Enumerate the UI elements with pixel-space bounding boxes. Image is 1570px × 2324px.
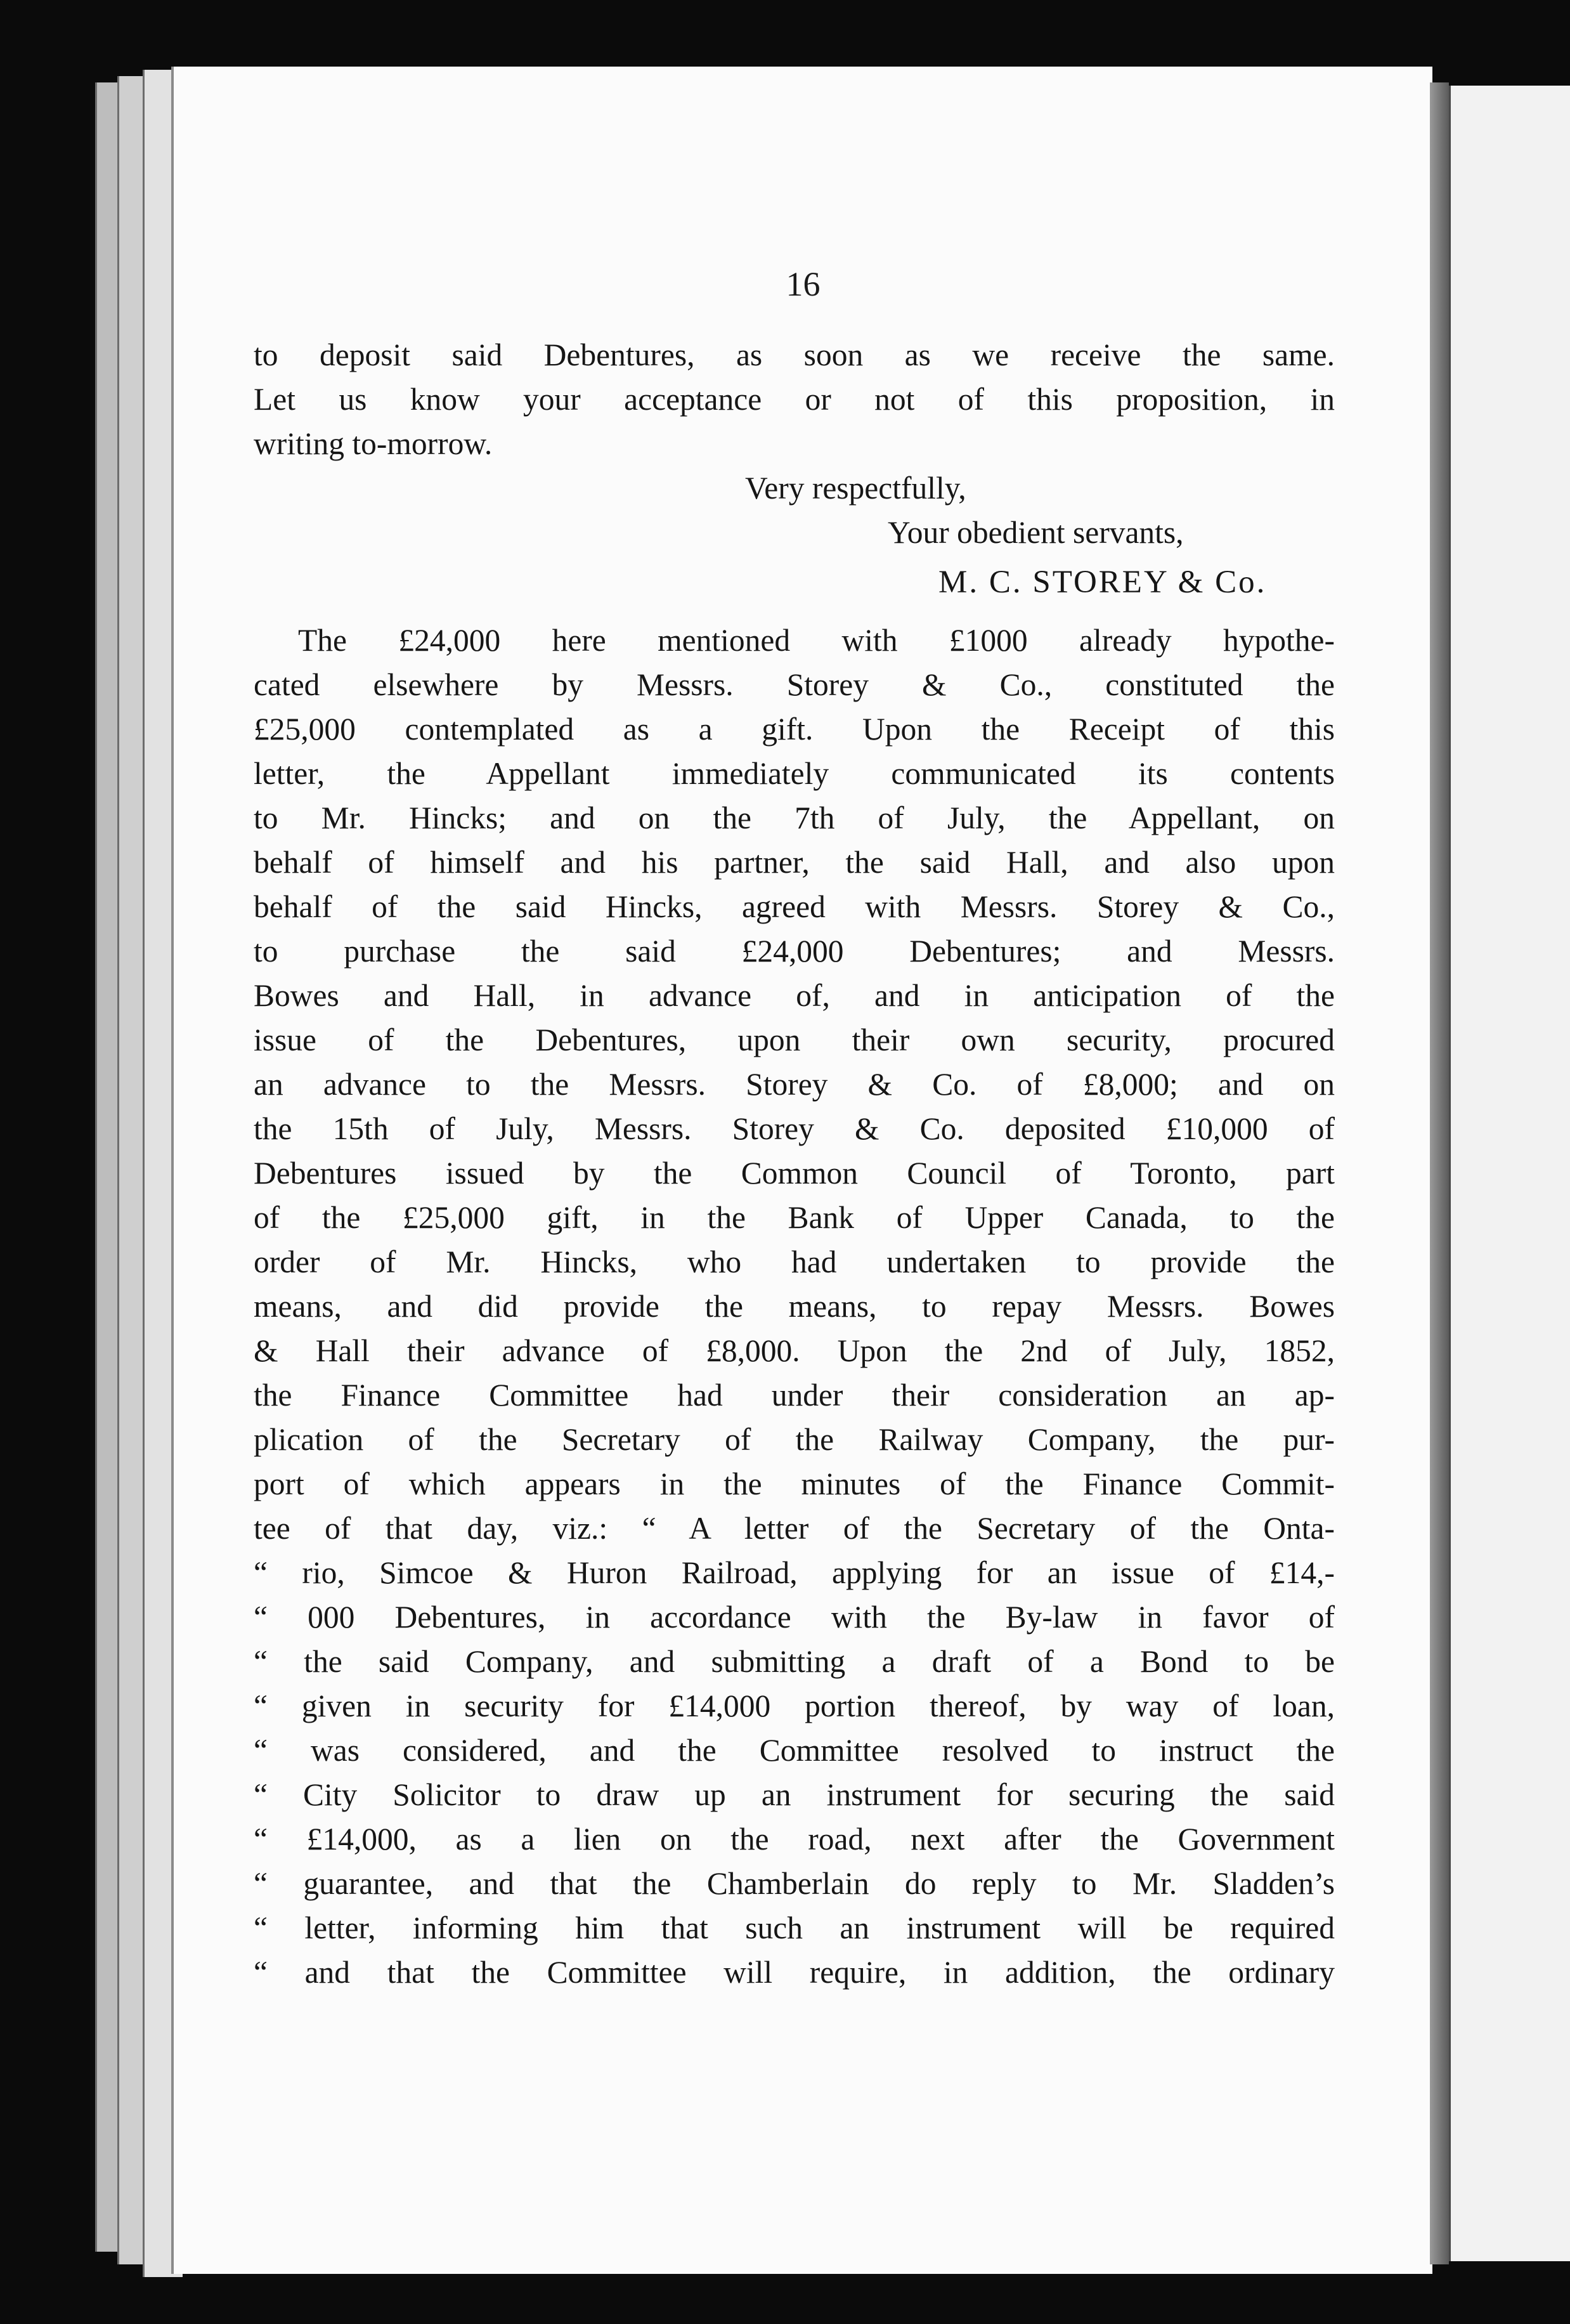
text-line: The £24,000 here mentioned with £1000 already hypothe- — [298, 623, 1335, 658]
closing-line — [254, 466, 1335, 511]
text-line: “ 000 Debentures, in accordance with the By-law in favor of — [254, 1600, 1335, 1635]
text-line: to purchase the said £24,000 Debentures; and Messrs. — [254, 934, 1335, 969]
text-line: port of which appears in the minutes of the Finance Commit- — [254, 1466, 1335, 1501]
text-line: an advance to the Messrs. Storey & Co. of £8,000; and on — [254, 1067, 1335, 1102]
page-text — [254, 333, 1335, 1995]
text-line: “ City Solicitor to draw up an instrument for securing the said — [254, 1777, 1335, 1812]
text-line: “ was considered, and the Committee resolved to instruct the — [254, 1733, 1335, 1768]
facing-page — [1449, 86, 1570, 2261]
signature: M. C. STOREY & Co. — [938, 565, 1267, 600]
text-line: writing to-morrow. — [254, 426, 493, 461]
text-line: “ the said Company, and submitting a draft of a Bond to be — [254, 1644, 1335, 1679]
text-line: order of Mr. Hincks, who had undertaken to provide the — [254, 1244, 1335, 1279]
text-line: “ given in security for £14,000 portion thereof, by way of loan, — [254, 1688, 1335, 1723]
text-line: issue of the Debentures, upon their own security, procured — [254, 1022, 1335, 1057]
text-line: “ rio, Simcoe & Huron Railroad, applying for an issue of £14,- — [254, 1555, 1335, 1590]
page-number: 16 — [786, 265, 821, 303]
signature-line — [254, 555, 1335, 599]
text-line: behalf of the said Hincks, agreed with Messrs. Storey & Co., — [254, 889, 1335, 924]
text-line: of the £25,000 gift, in the Bank of Upper Canada, to the — [254, 1200, 1335, 1235]
text-line: plication of the Secretary of the Railway Company, the pur- — [254, 1422, 1335, 1457]
text-line: “ guarantee, and that the Chamberlain do reply to Mr. Sladden’s — [254, 1866, 1335, 1901]
text-line: the Finance Committee had under their consideration an ap- — [254, 1378, 1335, 1413]
letter-ending — [254, 333, 1335, 599]
text-line: Let us know your acceptance or not of this proposition, in — [254, 382, 1335, 417]
text-line: the 15th of July, Messrs. Storey & Co. deposited £10,000 of — [254, 1111, 1335, 1146]
text-line: to Mr. Hincks; and on the 7th of July, the Appellant, on — [254, 800, 1335, 835]
text-line: “ letter, informing him that such an instrument will be required — [254, 1910, 1335, 1945]
text-line: & Hall their advance of £8,000. Upon the 2nd of July, 1852, — [254, 1333, 1335, 1368]
text-line: means, and did provide the means, to repay Messrs. Bowes — [254, 1289, 1335, 1324]
text-line: letter, the Appellant immediately communicated its contents — [254, 756, 1335, 791]
text-line: “ £14,000, as a lien on the road, next after the Government — [254, 1822, 1335, 1857]
text-line: Bowes and Hall, in advance of, and in anticipation of the — [254, 978, 1335, 1013]
book-gutter — [1430, 82, 1449, 2264]
closing-line — [254, 511, 1335, 555]
valediction: Very respectfully, — [745, 471, 966, 506]
text-line: Debentures issued by the Common Council of Toronto, part — [254, 1156, 1335, 1191]
text-line: tee of that day, viz.: “ A letter of the Secretary of the Onta- — [254, 1511, 1335, 1546]
text-line: to deposit said Debentures, as soon as we receive the same. — [254, 337, 1335, 372]
text-line: “ and that the Committee will require, in addition, the ordinary — [254, 1955, 1335, 1990]
body-paragraph — [254, 618, 1335, 1995]
text-line: behalf of himself and his partner, the said Hall, and also upon — [254, 845, 1335, 880]
complimentary-close: Your obedient servants, — [888, 515, 1184, 550]
text-line: £25,000 contemplated as a gift. Upon the Receipt of this — [254, 712, 1335, 747]
text-line: cated elsewhere by Messrs. Storey & Co., constituted the — [254, 667, 1335, 702]
